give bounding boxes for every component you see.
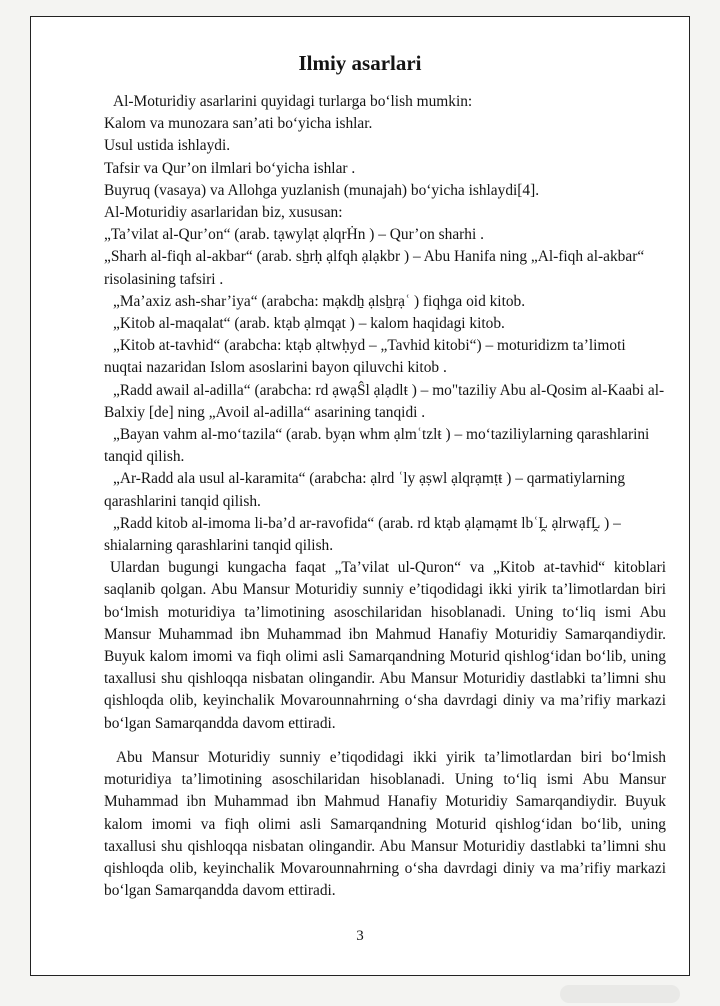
paragraph-saqlanib: Ulardan bugungi kungacha faqat „Ta’vilat ul-Quron“ va „Kitob at-tavhid“ kitoblari saqlanib qolgan. Abu Mansur Moturidiy sunniy e’tiqodidagi ikki yirik ta’limotlardan biri bo‘lmish moturidiya ta’limotining asoschilaridan hisoblanadi. Uning to‘liq ismi Abu Mansur Muhammad ibn Muhammad ibn Mahmud Hanafiy Moturidiy Samarqandiydir. Buyuk kalom imomi va fiqh olimi asli Samarqandning Moturid qishlog‘idan bo‘lib, uning taxallusi shu qishloqqa nisbatan olingandir. Abu Mansur Moturidiy dastlabki ta’limni shu qishloqda olib, keyinchalik Movarounnahrning o‘sha davrdagi diniy va ma’rifiy markazi bo‘lgan Samarqandda davom ettiradi. — [104, 559, 666, 732]
list-item-ar-radd: „Ar-Radd ala usul al-karamita“ (arabcha: ạlrd ʿly ạṣwl ạlqrạmṭŧ ) – qarmatiylarning qarashlarini tanqid qilish. — [104, 470, 626, 510]
paragraph-gap — [104, 735, 666, 747]
paragraph-intro: Al-Moturidiy asarlarini quyidagi turlarga bo‘lish mumkin: — [113, 93, 473, 110]
page-shadow — [560, 985, 680, 1003]
list-item-tavhid: „Kitob at-tavhid“ (arabcha: ktạb ạltwḥyd – „Tavhid kitobi“) – moturidizm ta’limoti nuqtai nazaridan Islom asoslarini bayon qiluvchi kitob . — [104, 337, 626, 377]
list-item-radd-kitob: „Radd kitob al-imoma li-ba’d ar-ravofida“ (arab. rd ktạb ạlạmạmŧ lbʿḼ ạlrwạfḼ ) – shialarning qarashlarini tanqid qilish. — [104, 514, 621, 555]
list-item-maqalat: „Kitob al-maqalat“ (arab. ktạb ạlmqạt ) – kalom haqidagi kitob. — [113, 315, 505, 333]
list-item-sharh: „Sharh al-fiqh al-akbar“ (arab. sẖrḥ ạlfqh ạlạkbr ) – Abu Hanifa ning „Al-fiqh al-akbar“ risolasining tafsiri . — [104, 248, 645, 288]
list-item-buyruq: Buyruq (vasaya) va Allohga yuzlanish (munajah) bo‘yicha ishlaydi[4]. — [104, 181, 540, 199]
document-body — [104, 91, 666, 902]
list-item-maaxiz: „Ma’axiz ash-shar’iya“ (arabcha: mạkdẖ ạlsẖrạʿ ) fiqhga oid kitob. — [113, 292, 526, 310]
list-item-kalom: Kalom va munozara san’ati bo‘yicha ishlar. — [104, 115, 373, 133]
list-item-usul: Usul ustida ishlaydi. — [104, 137, 231, 155]
list-item-tafsir: Tafsir va Qur’on ilmlari bo‘yicha ishlar . — [104, 159, 356, 177]
document-page — [30, 16, 690, 976]
page-number: 3 — [356, 928, 364, 944]
list-intro-asarlar: Al-Moturidiy asarlaridan biz, xususan: — [104, 204, 343, 222]
list-item-bayan: „Bayan vahm al-mo‘tazila“ (arab. byạn whm ạlmʿtzlŧ ) – mo‘taziliylarning qarashlarini tanqid qilish. — [104, 426, 650, 466]
page-title: Ilmiy asarlari — [298, 51, 422, 75]
paragraph-moturidiy: Abu Mansur Moturidiy sunniy e’tiqodidagi ikki yirik ta’limotlardan biri bo‘lmish moturidiya ta’limotining asoschilaridan hisoblanadi. Uning to‘liq ismi Abu Mansur Muhammad ibn Muhammad ibn Mahmud Hanafiy Moturidiy Samarqandiydir. Buyuk kalom imomi va fiqh olimi asli Samarqandning Moturid qishlog‘idan bo‘lib, uning taxallusi shu qishloqqa nisbatan olingandir. Abu Mansur Moturidiy dastlabki ta’limni shu qishloqda olib, keyinchalik Movarounnahrning o‘sha davrdagi diniy va ma’rifiy markazi bo‘lgan Samarqandda davom ettiradi. — [104, 748, 666, 900]
list-item-tavilat: „Ta’vilat al-Qur’on“ (arab. tạwylạt ạlqrḢn ) – Qur’on sharhi . — [104, 226, 484, 244]
list-item-radd-awail: „Radd awail al-adilla“ (arabcha: rd ạwạŜl ạlạdlŧ ) – mo"taziliy Abu al-Qosim al-Kaabi al-Balxiy [de] ning „Avoil al-adilla“ asarining tanqidi . — [104, 381, 665, 421]
